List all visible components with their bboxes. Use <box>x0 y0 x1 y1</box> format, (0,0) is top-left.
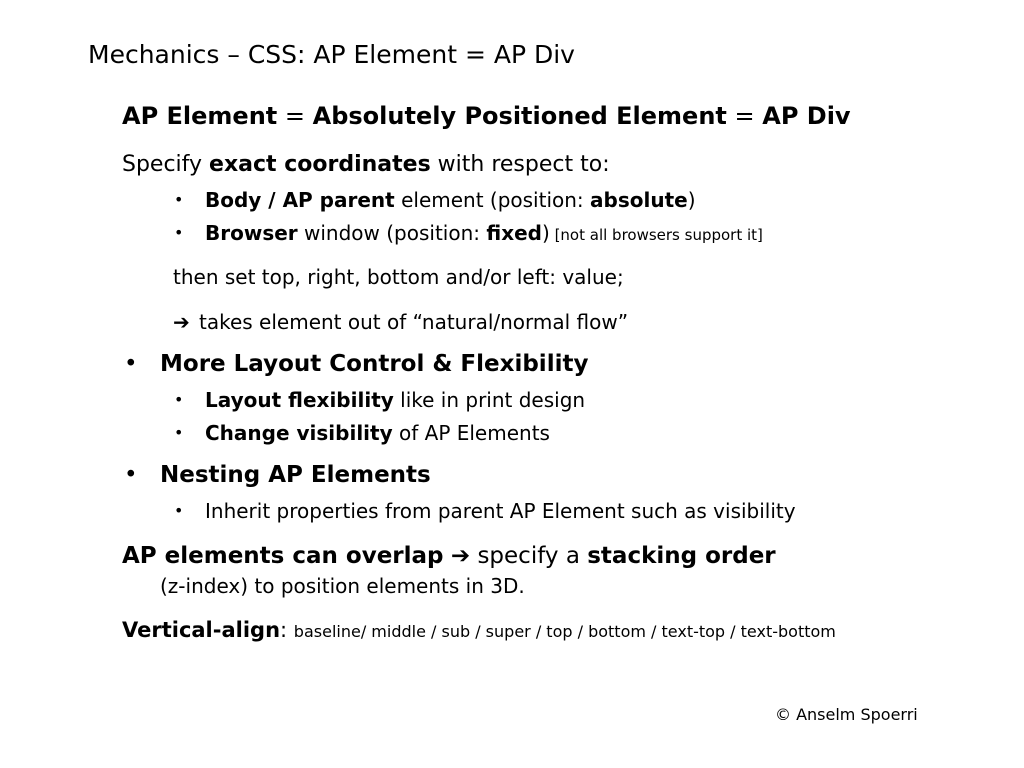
right-arrow-icon: ➔ <box>173 310 190 334</box>
nesting-heading-text: Nesting AP Elements <box>160 462 431 488</box>
list-item-text: window (position: <box>297 221 487 245</box>
vertical-align-line <box>122 620 836 641</box>
z-index-line: (z-index) to position elements in 3D. <box>160 574 525 598</box>
specify-prefix: Specify <box>122 152 210 177</box>
browser-support-note: [not all browsers support it] <box>549 226 763 244</box>
definition-term-ap-div: AP Div <box>762 102 851 130</box>
layout-control-heading-text: More Layout Control & Flexibility <box>160 351 589 377</box>
bullet-dot: • <box>124 462 138 488</box>
bullet-dot: • <box>174 190 184 209</box>
list-item-text: Inherit properties from parent AP Element such as visibility <box>205 499 796 523</box>
bullet-dot: • <box>124 351 138 377</box>
bullet-dot: • <box>174 501 184 520</box>
specify-bold: exact coordinates <box>209 152 431 177</box>
vertical-align-values: baseline/ middle / sub / super / top / bottom / text-top / text-bottom <box>293 622 836 641</box>
specify-suffix: with respect to: <box>430 152 610 177</box>
then-set-line: then set top, right, bottom and/or left: value; <box>173 265 624 289</box>
list-item-bold-value: absolute <box>590 188 688 212</box>
overlap-line <box>122 545 776 568</box>
list-item-end: ) <box>541 221 550 245</box>
definition-term-ap-element: AP Element <box>122 102 278 130</box>
list-item-text: like in print design <box>393 388 586 412</box>
list-item-inherit-properties <box>174 499 796 523</box>
list-item-body-parent <box>174 188 696 212</box>
ap-element-definition <box>122 104 851 128</box>
definition-equals: = <box>277 102 313 130</box>
overlap-bold: AP elements can overlap <box>122 543 444 569</box>
nesting-heading <box>124 462 431 488</box>
list-item-browser <box>174 221 763 245</box>
definition-equals: = <box>726 102 763 130</box>
vertical-align-colon: : <box>280 618 294 642</box>
specify-coordinates-line <box>122 154 610 176</box>
takes-out-of-flow-line <box>173 312 628 332</box>
right-arrow-icon: ➔ <box>443 543 478 569</box>
vertical-align-label: Vertical-align <box>122 618 281 642</box>
overlap-stacking-order: stacking order <box>587 543 776 569</box>
list-item-bold: Browser <box>205 221 298 245</box>
layout-control-heading <box>124 351 589 377</box>
copyright-notice: © Anselm Spoerri <box>775 705 918 724</box>
list-item-bold: Body / AP parent <box>205 188 395 212</box>
list-item-bold: Change visibility <box>205 421 393 445</box>
list-item-bold: Layout flexibility <box>205 388 394 412</box>
list-item-end: ) <box>687 188 696 212</box>
list-item-bold-value: fixed <box>486 221 542 245</box>
list-item-text: of AP Elements <box>392 421 550 445</box>
slide-title: Mechanics – CSS: AP Element = AP Div <box>88 40 575 69</box>
bullet-dot: • <box>174 423 184 442</box>
takes-out-text: takes element out of “natural/normal flow” <box>199 310 629 334</box>
overlap-text: specify a <box>477 543 588 569</box>
bullet-dot: • <box>174 390 184 409</box>
list-item-layout-flexibility <box>174 388 586 412</box>
list-item-change-visibility <box>174 421 550 445</box>
definition-term-absolutely-positioned: Absolutely Positioned Element <box>312 102 727 130</box>
list-item-text: element (position: <box>394 188 591 212</box>
bullet-dot: • <box>174 223 184 242</box>
